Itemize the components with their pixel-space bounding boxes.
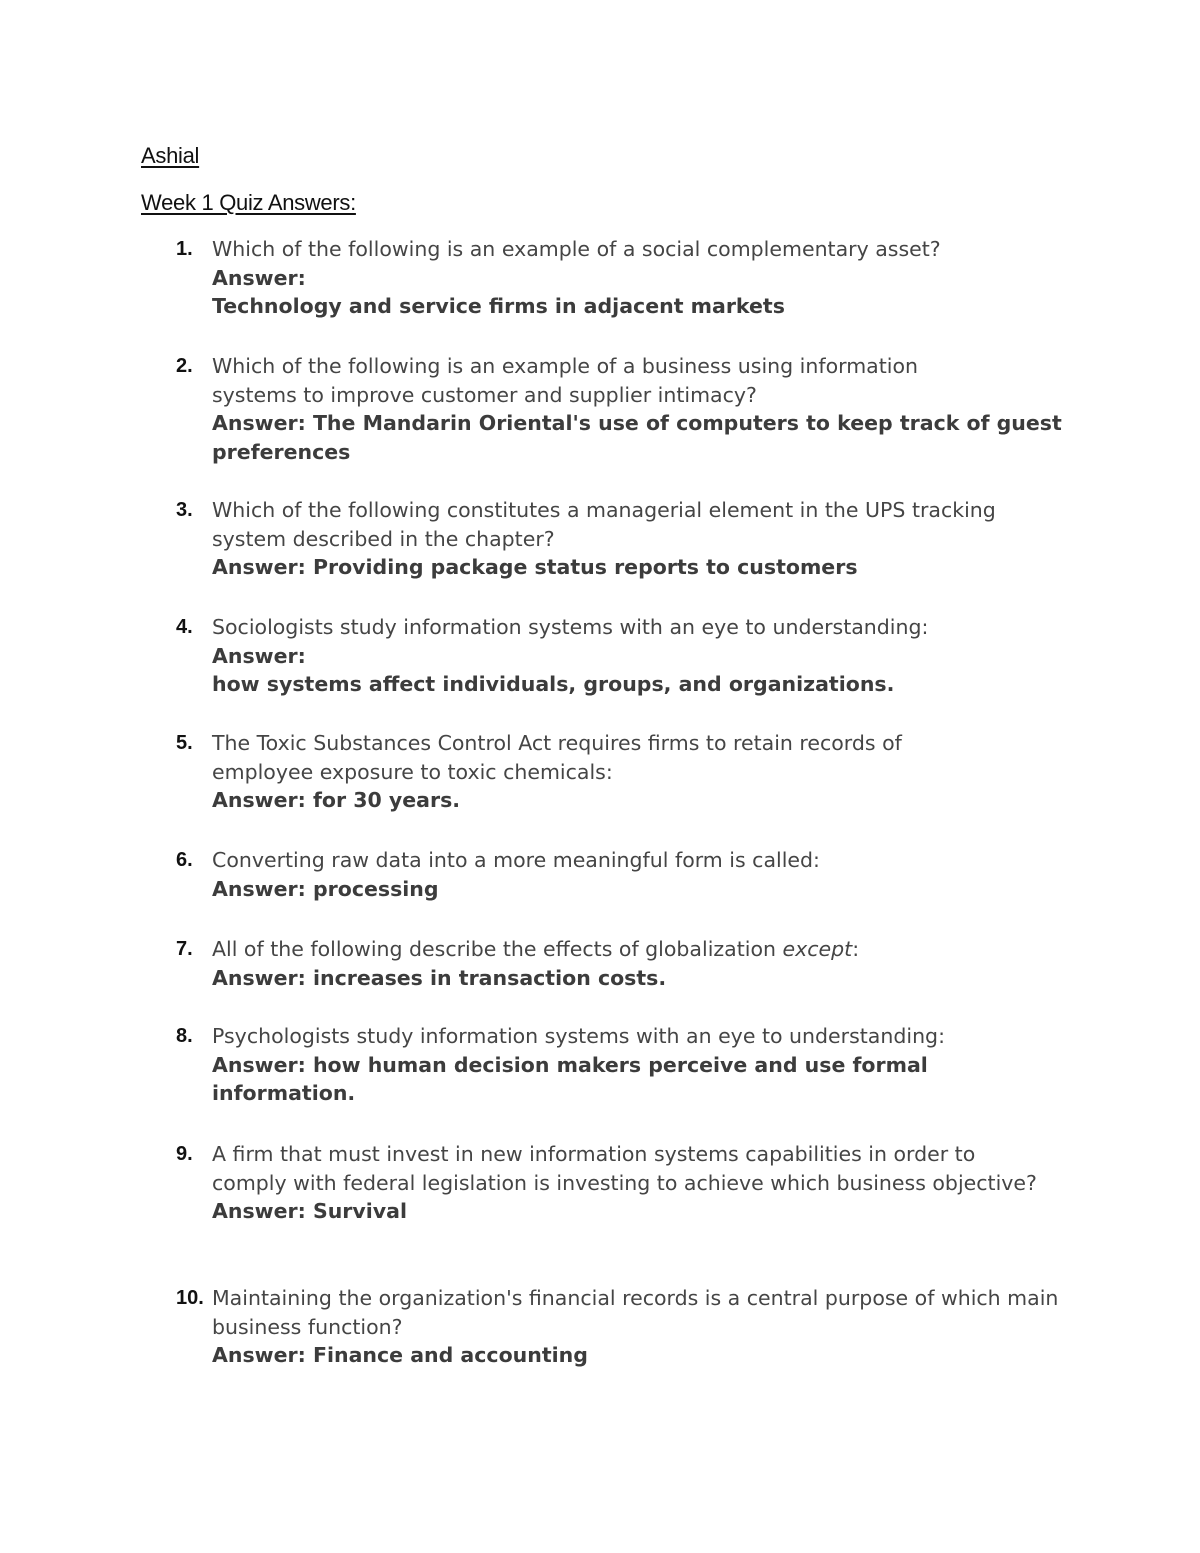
question-body [212, 613, 1072, 699]
answer-text: processing [312, 876, 439, 901]
question-body [212, 496, 1072, 582]
question-number: 8. [176, 1025, 193, 1047]
answer-label: Answer: [212, 965, 306, 990]
question-text: Psychologists study information systems with an eye to understanding: [212, 1024, 945, 1048]
answer-label: Answer: [212, 876, 306, 901]
answer-line [212, 409, 1072, 466]
question-number: 6. [176, 849, 193, 871]
answer-line [212, 786, 1072, 815]
question-number: 1. [176, 238, 193, 260]
question-text: Converting raw data into a more meaningful form is called: [212, 848, 820, 872]
answer-label: Answer: [212, 265, 306, 290]
question-body [212, 1284, 1072, 1370]
question-text: Maintaining the organization's financial records is a central purpose of which main business function? [212, 1286, 1059, 1339]
question-text: The Toxic Substances Control Act requires firms to retain records of employee exposure to toxic chemicals: [212, 731, 902, 784]
answer-line [212, 1197, 1072, 1226]
question-body [212, 235, 1072, 321]
answer-label: Answer: [212, 1199, 306, 1224]
answer-line [212, 1341, 1072, 1370]
question-text: Sociologists study information systems with an eye to understanding: [212, 615, 929, 639]
answer-text: how human decision makers perceive and use formal information. [212, 1052, 928, 1106]
question-text: A firm that must invest in new information systems capabilities in order to comply with federal legislation is investing to achieve which business objective? [212, 1142, 1037, 1195]
author-name: Ashial [141, 143, 200, 168]
question-text-emphasis: except [782, 937, 853, 961]
question-body [212, 846, 1072, 903]
answer-line [212, 1051, 1012, 1108]
answer-text: Technology and service firms in adjacent markets [212, 294, 785, 319]
answer-line [212, 964, 1072, 993]
question-text-suffix: : [852, 937, 860, 961]
question-body [212, 729, 1072, 815]
question-body [212, 352, 1072, 466]
question-body [212, 1022, 1072, 1108]
question-number: 3. [176, 499, 193, 521]
question-text: Which of the following is an example of a social complementary asset? [212, 237, 941, 261]
answer-text: The Mandarin Oriental's use of computers to keep track of guest preferences [212, 411, 1062, 464]
question-body [212, 935, 1072, 992]
question-number: 7. [176, 938, 193, 960]
answer-text: how systems affect individuals, groups, and organizations. [212, 672, 895, 697]
answer-line [212, 875, 1072, 904]
question-number: 4. [176, 616, 193, 638]
question-number: 10. [176, 1287, 204, 1309]
answer-label: Answer: [212, 643, 306, 668]
question-text [212, 935, 1072, 964]
answer-text: Finance and accounting [312, 1343, 588, 1368]
question-body [212, 1140, 1072, 1226]
answer-label: Answer: [212, 411, 306, 436]
answer-text: Providing package status reports to customers [312, 555, 858, 580]
answer-label: Answer: [212, 1052, 306, 1077]
answer-text: Survival [312, 1199, 408, 1224]
answer-text: increases in transaction costs. [312, 965, 667, 990]
question-text: Which of the following is an example of a business using information systems to improve customer and supplier intimacy? [212, 354, 918, 407]
question-text: Which of the following constitutes a managerial element in the UPS tracking system described in the chapter? [212, 498, 996, 551]
answer-label: Answer: [212, 788, 306, 813]
question-number: 2. [176, 355, 193, 377]
answer-label: Answer: [212, 555, 306, 580]
answer-text: for 30 years. [312, 788, 461, 813]
answer-label: Answer: [212, 1343, 306, 1368]
answer-line [212, 553, 1072, 582]
question-text-prefix: All of the following describe the effects of globalization [212, 937, 783, 961]
question-number: 5. [176, 732, 193, 754]
page-title: Week 1 Quiz Answers: [141, 190, 356, 215]
question-number: 9. [176, 1143, 193, 1165]
